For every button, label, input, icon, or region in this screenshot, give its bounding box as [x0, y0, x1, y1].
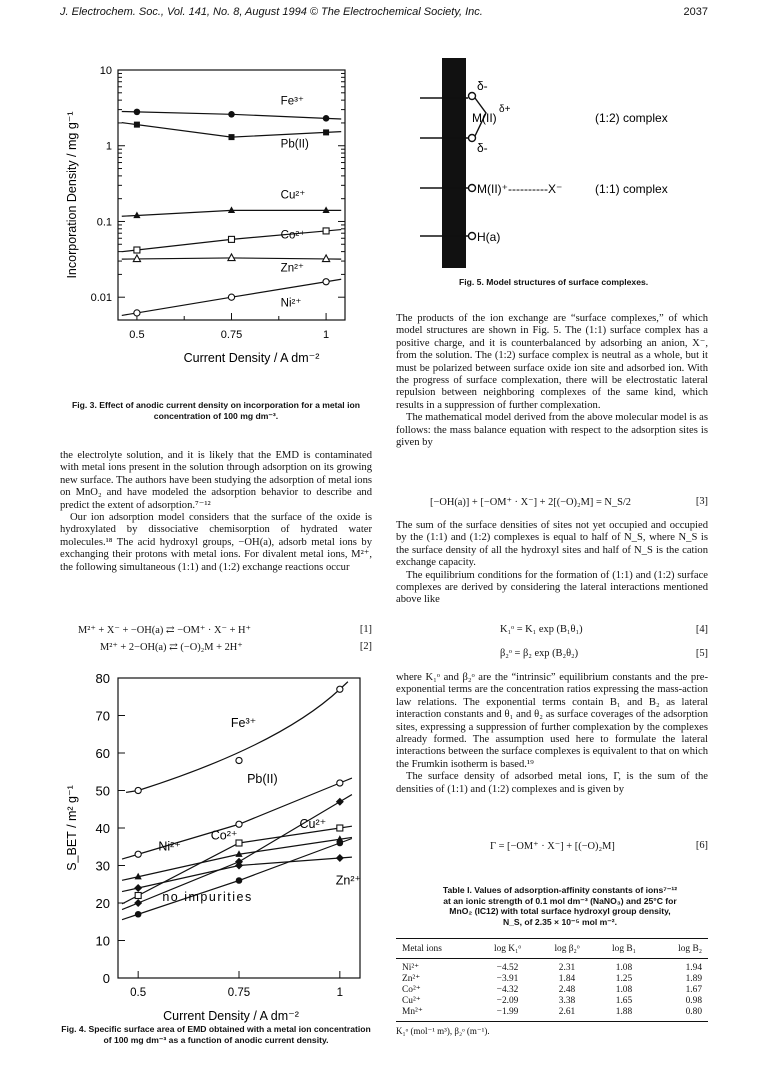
series-label: Cu²⁺ — [299, 817, 327, 831]
table-cell: 1.84 — [558, 973, 576, 984]
table-cell: 1.25 — [615, 973, 633, 984]
series-label: no impurities — [162, 890, 253, 905]
data-point — [133, 255, 140, 262]
y-tick-label: 10 — [95, 933, 110, 949]
series-label: Co²⁺ — [280, 229, 306, 242]
x-tick-label: 0.5 — [129, 329, 145, 341]
figure-4-caption-label: Fig. 4. — [61, 1024, 87, 1034]
equation-number: [4] — [695, 624, 708, 635]
equation-number: [6] — [695, 840, 708, 851]
table-cell: 1.67 — [685, 984, 702, 995]
right-column-text-mid — [396, 520, 708, 607]
table-cell: 1.08 — [615, 984, 633, 995]
data-point — [337, 840, 344, 847]
x-tick-label: 0.5 — [130, 987, 147, 999]
data-point — [323, 228, 329, 234]
table-header: log B₁ — [612, 943, 636, 954]
y-tick-label: 80 — [95, 671, 110, 686]
y-tick-label: 50 — [95, 783, 110, 799]
data-point — [135, 851, 141, 857]
table-cell: 2.31 — [558, 962, 576, 973]
table-1-title: Table I. Values of adsorption-affinity constants of ions⁷⁻¹² at an ionic strength of 0.1 mol dm⁻³ (NaNO₃) and 25°C for MnO₂ (IC12) with total surface hydroxyl group density, N_S, of 2.35 × 10⁻⁵ mol m⁻². — [442, 885, 678, 927]
table-cell: −2.09 — [496, 995, 519, 1006]
delta-minus-label-1: δ- — [477, 79, 488, 93]
table-cell: 1.89 — [685, 973, 702, 984]
plot-frame — [118, 70, 345, 320]
data-point — [134, 899, 142, 907]
figure-3-caption-text: Effect of anodic current density on incorporation for a metal ion concentration of 100 mg dm⁻³. — [99, 400, 360, 421]
y-axis-label: S_BET / m² g⁻¹ — [65, 785, 79, 871]
y-tick-label: 30 — [95, 858, 110, 874]
equation-expr: Γ = [−OM⁺ · X⁻] + [(−O)₂M] — [490, 841, 615, 852]
figure-5-caption-label: Fig. 5. — [459, 277, 484, 287]
equation-6 — [490, 840, 708, 852]
table-cell: 0.98 — [685, 995, 702, 1006]
series-label: Fe³⁺ — [230, 715, 257, 730]
equation-expr: K₁ᵒ = K₁ exp (B₁θ₁) — [500, 624, 583, 635]
figure-5-diagram — [420, 58, 710, 273]
complex-1-2-label: (1:2) complex — [595, 111, 668, 125]
y-tick-label: 40 — [95, 821, 110, 836]
left-column-text — [60, 450, 372, 574]
data-point — [134, 109, 141, 116]
table-header: log B₂ — [678, 943, 702, 954]
equation-number: [1] — [359, 624, 372, 635]
series-label: Pb(II) — [247, 772, 278, 786]
paragraph: where K₁ᵒ and β₂ᵒ are the “intrinsic” equilibrium constants and the pre-exponential terms are the concentration ratios expressing the mass-action law relations. The exponential terms contain B₁ and B₂ as lateral interaction constants and θ₁ and θ₂ as surface coverages of the adsorption sites, expressing a suppression of further complexation by the complexes already formed. The assumption used here to formulate the lateral interactions between the surface complexes is equivalent to that on which the Frumkin isotherm is based.¹⁹ — [396, 672, 708, 770]
data-point — [228, 294, 234, 300]
table-cell: 1.88 — [615, 1006, 633, 1017]
table-cell: 3.38 — [558, 995, 576, 1006]
figure-4-caption-text: Specific surface area of EMD obtained with a metal ion concentration of 100 mg dm⁻³ as a function of anodic current density. — [88, 1024, 371, 1045]
table-cell: Mn²⁺ — [402, 1007, 423, 1017]
y-tick-label: 60 — [95, 746, 110, 761]
paragraph: The surface density of adsorbed metal ions, Γ, is the sum of the densities of (1:1) and (1:2) complexes and is given by — [396, 771, 708, 795]
metal-anion-label: M(II)⁺----------X⁻ — [477, 182, 563, 196]
figure-4-caption — [60, 1024, 372, 1045]
table-cell: 1.08 — [615, 962, 633, 973]
table-cell: −3.91 — [496, 973, 519, 984]
data-point — [336, 854, 344, 862]
hydroxyl-label: H(a) — [477, 230, 501, 244]
equation-number: [3] — [695, 496, 708, 507]
table-row — [396, 1006, 708, 1017]
figure-3-caption — [60, 400, 372, 421]
x-tick-label: 0.75 — [220, 329, 243, 341]
x-axis-label: Current Density / A dm⁻² — [163, 1009, 299, 1023]
equation-2 — [100, 641, 372, 653]
data-point — [228, 206, 235, 213]
paragraph: The equilibrium conditions for the formation of (1:1) and (1:2) surface complexes are derived by considering the lateral interactions mentioned above like — [396, 569, 708, 606]
data-point — [134, 310, 140, 316]
data-point — [229, 236, 235, 242]
equation-number: [2] — [359, 641, 372, 652]
equation-expr: [−OH(a)] + [−OM⁺ · X⁻] + 2[(−O)₂M] = N_S/2 — [430, 497, 631, 508]
equation-expr: M²⁺ + X⁻ + −OH(a) ⇄ −OM⁺ · X⁻ + H⁺ — [78, 625, 252, 636]
y-tick-label: 20 — [95, 896, 110, 911]
series-label: Ni²⁺ — [280, 297, 302, 310]
paragraph: The products of the ion exchange are “surface complexes,” of which model structures are shown in Fig. 5. The (1:1) surface complex has a positive charge, and it is counterbalanced by adsorbing an anion, X⁻, from the solution. The (1:2) surface complex is neutral as a whole, but it must be polarized between surface oxide ion site and adsorbed ion. With the progress of surface complexation, there will be electrostatic lateral repulsion between neighboring complexes of the same kind, which results in a suppression of further complexation. — [396, 313, 708, 411]
data-point — [236, 821, 242, 827]
right-column-text-bottom — [396, 672, 708, 796]
equation-number: [5] — [695, 648, 708, 659]
y-axis-label: Incorporation Density / mg g⁻¹ — [65, 111, 79, 279]
series-label: Pb(II) — [280, 138, 309, 151]
equation-3 — [430, 496, 708, 508]
figure-5-caption — [459, 277, 699, 288]
data-point — [323, 279, 329, 285]
data-point — [135, 787, 141, 793]
table-header: Metal ions — [402, 943, 442, 954]
table-cell: 1.94 — [685, 962, 702, 973]
x-tick-label: 0.75 — [227, 987, 251, 999]
data-point — [228, 111, 235, 118]
complex-1-1-label: (1:1) complex — [595, 182, 668, 196]
table-cell: Ni²⁺ — [402, 963, 420, 973]
series-label: Ni²⁺ — [158, 839, 181, 854]
data-point — [135, 893, 141, 899]
table-cell: 2.61 — [558, 1006, 576, 1017]
table-cell: Zn²⁺ — [402, 974, 421, 984]
metal-label-1: M(II) — [472, 111, 497, 125]
data-point — [135, 911, 142, 918]
x-tick-label: 1 — [336, 987, 344, 999]
x-tick-label: 1 — [323, 329, 330, 341]
table-cell: −4.52 — [496, 962, 519, 973]
running-header — [60, 6, 708, 20]
data-point — [337, 780, 343, 786]
table-cell: Cu²⁺ — [402, 996, 421, 1006]
table-cell: −1.99 — [496, 1006, 519, 1017]
equation-expr: M²⁺ + 2−OH(a) ⇄ (−O)₂M + 2H⁺ — [100, 642, 243, 653]
data-point — [322, 206, 329, 213]
data-point — [236, 877, 243, 884]
data-point — [337, 686, 343, 692]
table-header: log K₁ᵒ — [493, 943, 522, 954]
data-point — [229, 134, 235, 140]
data-point — [134, 122, 140, 128]
data-point — [322, 255, 329, 262]
delta-plus-label: δ+ — [499, 104, 511, 115]
table-row — [396, 973, 708, 984]
table-row — [396, 995, 708, 1006]
series-label: Fe³⁺ — [280, 95, 305, 108]
series-label: Zn²⁺ — [280, 262, 305, 275]
table-1 — [396, 938, 708, 1037]
table-row — [396, 984, 708, 995]
delta-minus-label-2: δ- — [477, 141, 488, 155]
table-row — [396, 959, 708, 974]
figure-4-chart — [60, 666, 380, 1024]
right-column-text-top — [396, 313, 708, 449]
paragraph: the electrolyte solution, and it is likely that the EMD is contaminated with metal ions present in the solution through adsorption on its growing new surface. The authors have been studying the adsorption of metal ions on MnO₂ and have modeled the adsorption behavior to describe and predict the extent of adsorption.⁷⁻¹² — [60, 450, 372, 511]
x-axis-label: Current Density / A dm⁻² — [183, 351, 320, 365]
paragraph: The sum of the surface densities of sites not yet occupied and occupied by the (1:1) and (1:2) complexes is equal to half of N_S, where N_S is the surface density of all the hydroxyl sites and half of N_S is the cation exchange capacity. — [396, 520, 708, 569]
series-line — [126, 682, 348, 793]
figure-5-caption-text: Model structures of surface complexes. — [486, 277, 649, 287]
series-label: Cu²⁺ — [280, 189, 306, 202]
y-tick-label: 10 — [99, 65, 112, 77]
equation-5 — [500, 648, 708, 659]
data-point — [228, 254, 235, 261]
data-point — [323, 115, 330, 122]
data-point — [337, 825, 343, 831]
table-1-footnote: K₁ᵒ (mol⁻¹ m³), β₂ᵒ (m⁻¹). — [396, 1021, 708, 1037]
page-number: 2037 — [683, 6, 708, 18]
y-tick-label: 0.01 — [90, 292, 112, 305]
data-point — [134, 884, 142, 892]
table-cell: 0.80 — [685, 1006, 702, 1017]
paragraph: The mathematical model derived from the above molecular model is as follows: the mass balance equation with respect to the adsorption sites is given by — [396, 412, 708, 449]
equation-1 — [78, 624, 372, 636]
y-tick-label: 1 — [105, 140, 112, 153]
paragraph: Our ion adsorption model considers that the surface of the oxide is hydroxylated by dissociative chemisorption of hydrated water molecules.¹⁸ The acid hydroxyl groups, −OH(a), adsorb metal ions by exchanging their protons with metal ions. For divalent metal ions, M²⁺, the following simultaneous (1:1) and (1:2) exchange reactions occur — [60, 512, 372, 573]
series-label: Co²⁺ — [210, 828, 238, 843]
equation-expr: β₂ᵒ = β₂ exp (B₂θ₂) — [500, 648, 579, 659]
table-cell: Co²⁺ — [402, 985, 421, 995]
figure-3-caption-label: Fig. 3. — [72, 400, 97, 410]
data-point — [323, 129, 329, 135]
table-cell: 1.65 — [615, 995, 633, 1006]
table-cell: −4.32 — [496, 984, 519, 995]
data-point — [134, 247, 140, 253]
y-tick-label: 0.1 — [96, 216, 112, 229]
journal-citation: J. Electrochem. Soc., Vol. 141, No. 8, August 1994 © The Electrochemical Society, Inc. — [60, 6, 483, 18]
y-tick-label: 70 — [95, 708, 110, 724]
table-header: log β₂ᵒ — [554, 943, 580, 954]
equation-4 — [500, 624, 708, 635]
data-point — [336, 798, 344, 806]
series-label: Zn²⁺ — [335, 873, 362, 888]
y-tick-label: 0 — [102, 971, 110, 986]
figure-3-chart — [60, 58, 380, 398]
table-cell: 2.48 — [558, 984, 576, 995]
data-point — [236, 757, 242, 763]
